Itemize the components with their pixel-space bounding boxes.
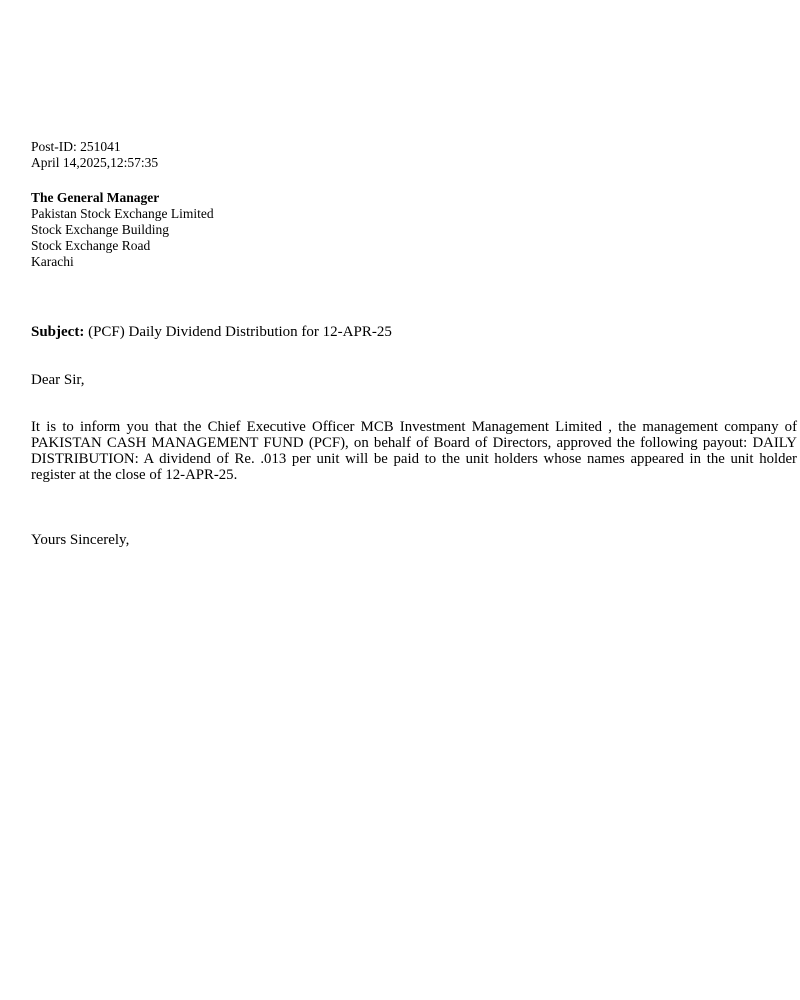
recipient-line: Pakistan Stock Exchange Limited xyxy=(31,206,214,221)
post-id: Post-ID: 251041 xyxy=(31,139,121,154)
closing: Yours Sincerely, xyxy=(31,532,130,548)
subject-label: Subject: xyxy=(31,324,85,340)
recipient-line: Karachi xyxy=(31,254,74,269)
recipient-line: Stock Exchange Building xyxy=(31,222,169,237)
letter-content xyxy=(31,139,797,549)
salutation: Dear Sir, xyxy=(31,372,85,388)
subject-line xyxy=(31,323,797,341)
meta-block xyxy=(31,139,797,171)
recipient-line: Stock Exchange Road xyxy=(31,238,151,253)
recipient-block xyxy=(31,190,797,270)
recipient-title: The General Manager xyxy=(31,190,160,205)
date-time: April 14,2025,12:57:35 xyxy=(31,155,159,170)
subject-text: (PCF) Daily Dividend Distribution for 12-APR-25 xyxy=(84,324,392,340)
body-paragraph: It is to inform you that the Chief Executive Officer MCB Investment Management Limited , the management company of PAKISTAN CASH MANAGEMENT FUND (PCF), on behalf of Board of Directors, approved the following payout: DAILY DISTRIBUTION: A dividend of Re. .013 per unit will be paid to the unit holders whose names appeared in the unit holder register at the close of 12-APR-25. xyxy=(31,419,797,483)
